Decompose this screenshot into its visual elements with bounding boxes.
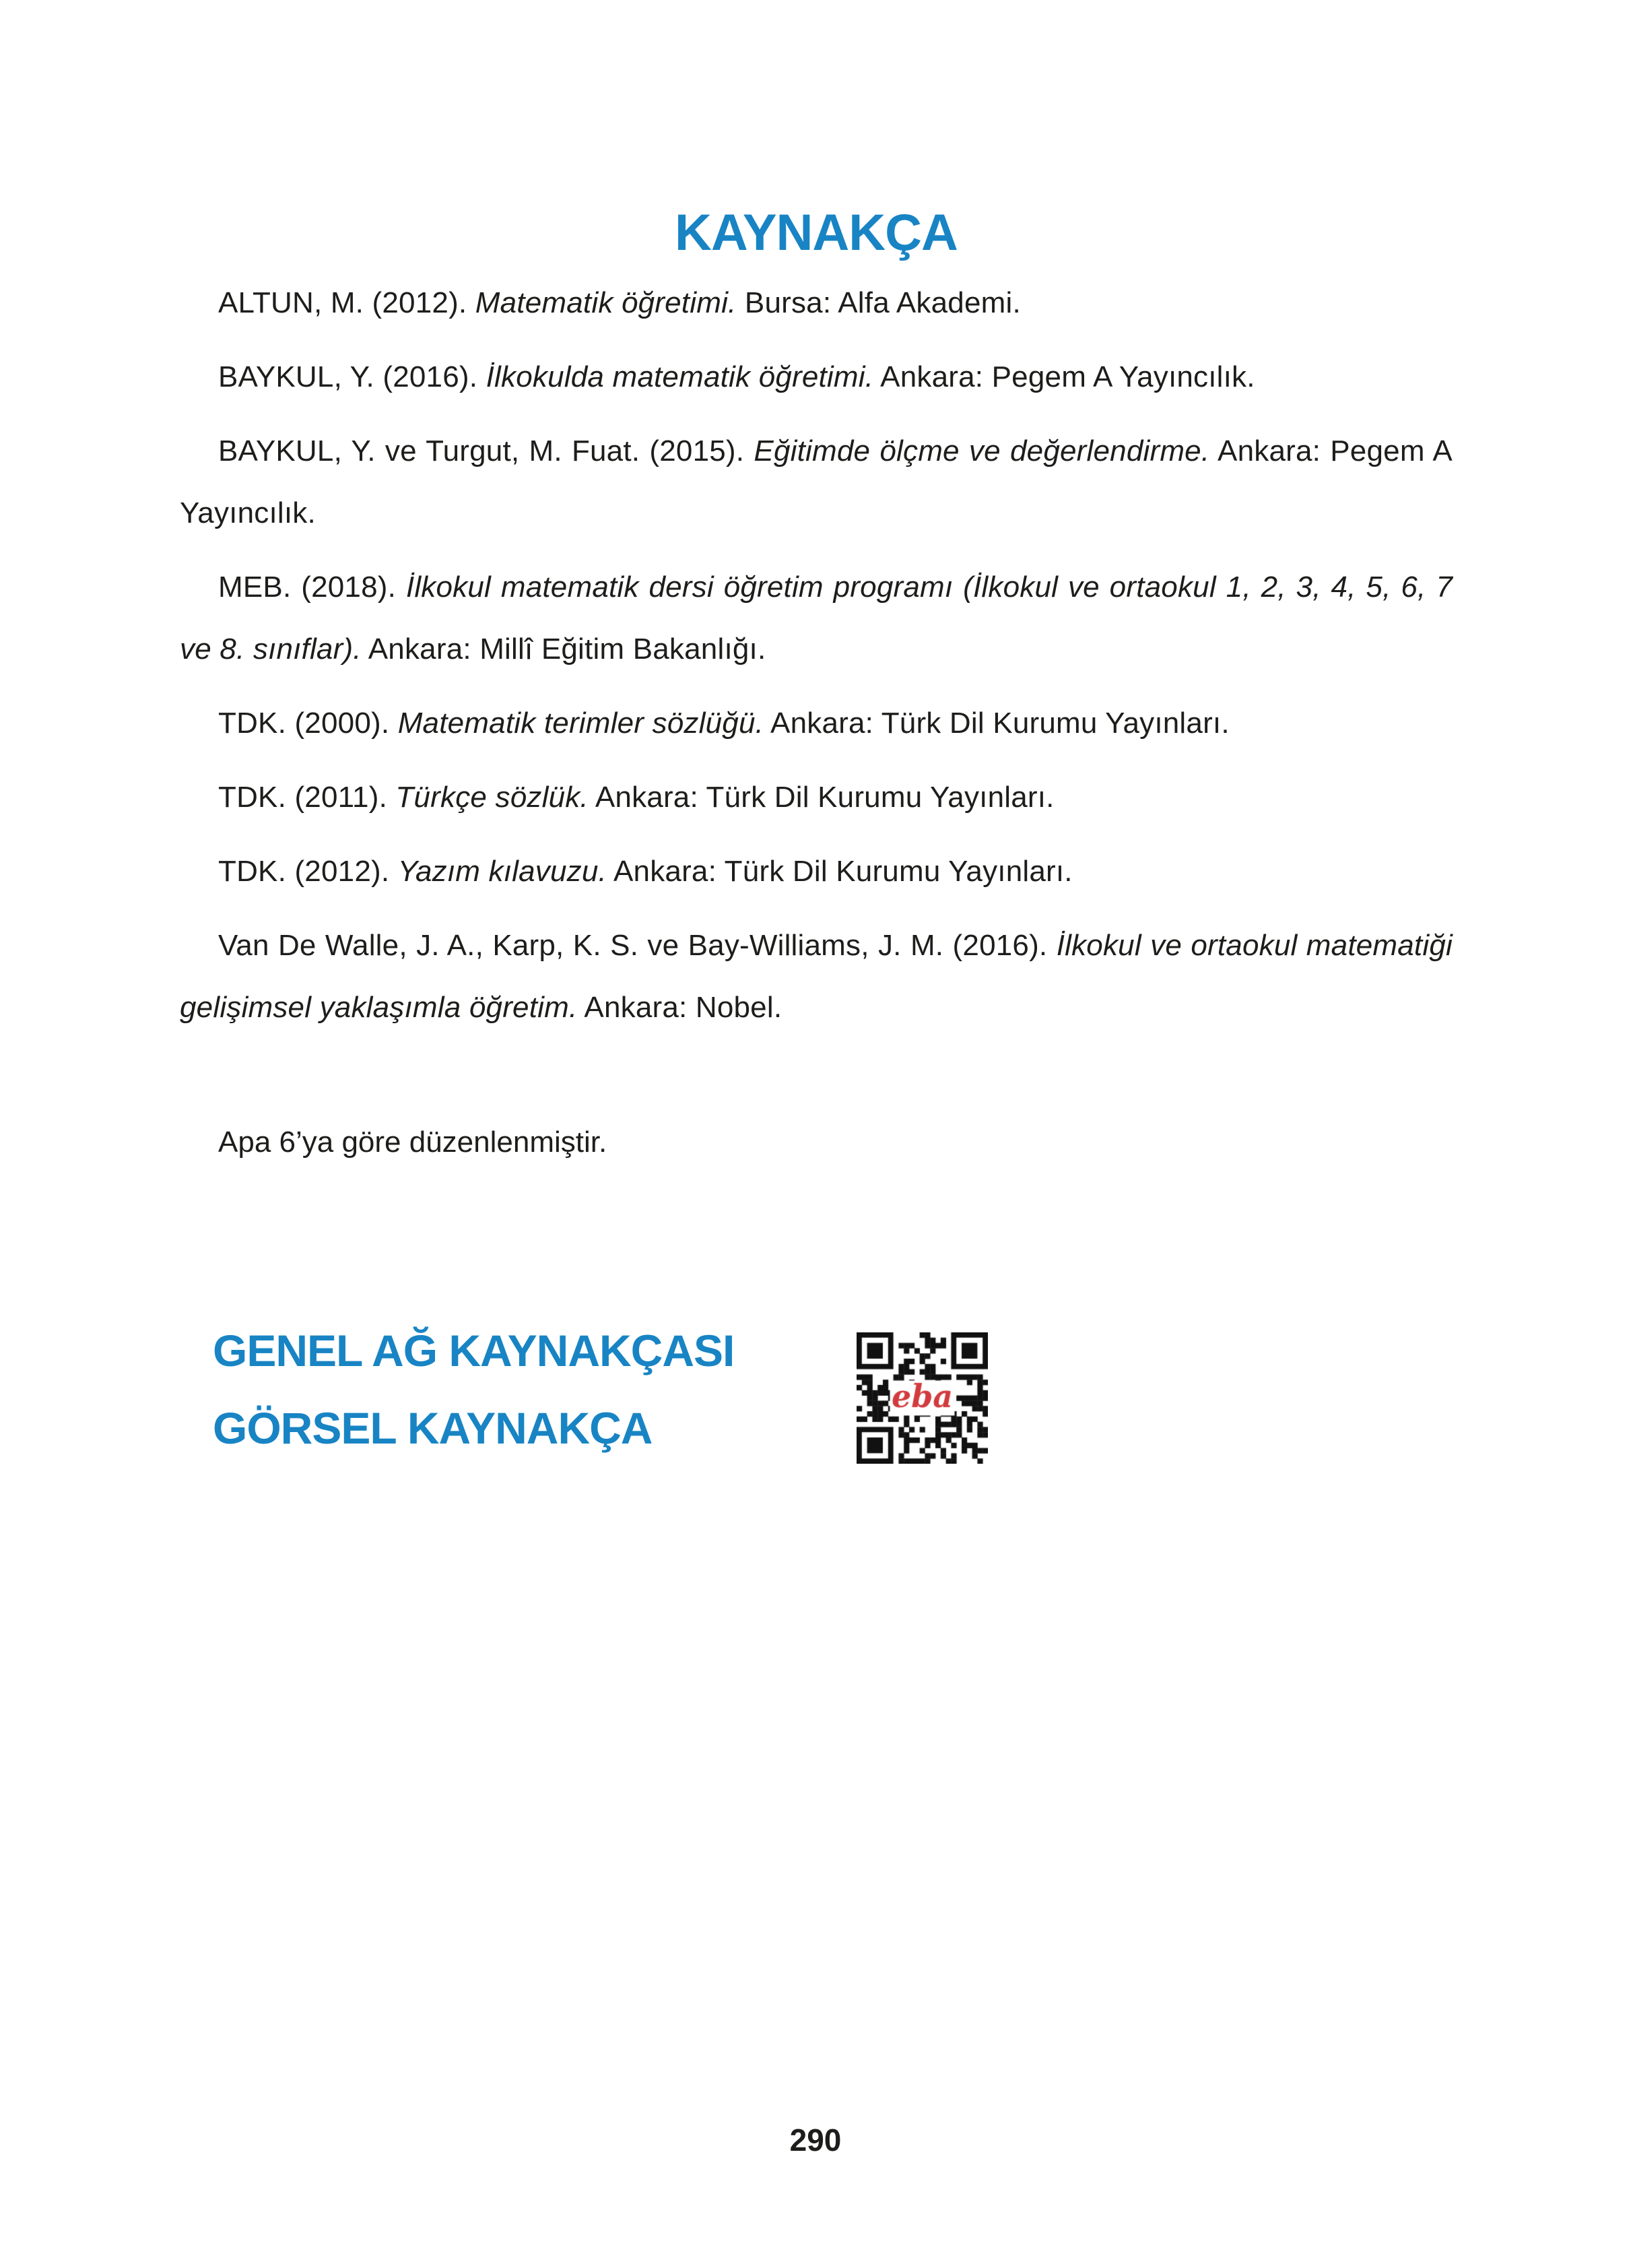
references-list (180, 272, 1453, 1039)
reference-entry: TDK. (2011). Türkçe sözlük. Ankara: Türk Dil Kurumu Yayınları. (218, 781, 1055, 814)
reference-entry: BAYKUL, Y. ve Turgut, M. Fuat. (2015). Eğitimde ölçme ve değerlendirme. Ankara: Pegem A Yayıncılık. (180, 434, 1453, 529)
reference-entry: TDK. (2012). Yazım kılavuzu. Ankara: Türk Dil Kurumu Yayınları. (218, 855, 1073, 888)
apa-note: Apa 6’ya göre düzenlenmiştir. (218, 1126, 607, 1159)
reference-entry: TDK. (2000). Matematik terimler sözlüğü. Ankara: Türk Dil Kurumu Yayınları. (218, 707, 1230, 740)
page-title: KAYNAKÇA (675, 204, 958, 261)
reference-entry: ALTUN, M. (2012). Matematik öğretimi. Bursa: Alfa Akademi. (218, 286, 1021, 319)
reference-entry: MEB. (2018). İlkokul matematik dersi öğretim programı (İlkokul ve ortaokul 1, 2, 3, 4, 5, 6, 7 ve 8. sınıflar). Ankara: Millî Eğitim Bakanlığı. (180, 571, 1453, 666)
qr-code-image (857, 1332, 988, 1464)
eba-qr-code (857, 1332, 988, 1464)
reference-entry: Van De Walle, J. A., Karp, K. S. ve Bay-Williams, J. M. (2016). İlkokul ve ortaokul matematiği gelişimsel yaklaşımla öğretim. Ankara: Nobel. (180, 929, 1453, 1024)
secondary-bibliography-sections (213, 1312, 1453, 1467)
reference-entry: BAYKUL, Y. (2016). İlkokulda matematik öğretimi. Ankara: Pegem A Yayıncılık. (218, 360, 1255, 393)
page-number: 290 (789, 2123, 842, 2158)
web-bibliography-heading: GENEL AĞ KAYNAKÇASI (213, 1326, 735, 1375)
visual-bibliography-heading: GÖRSEL KAYNAKÇA (213, 1403, 653, 1453)
